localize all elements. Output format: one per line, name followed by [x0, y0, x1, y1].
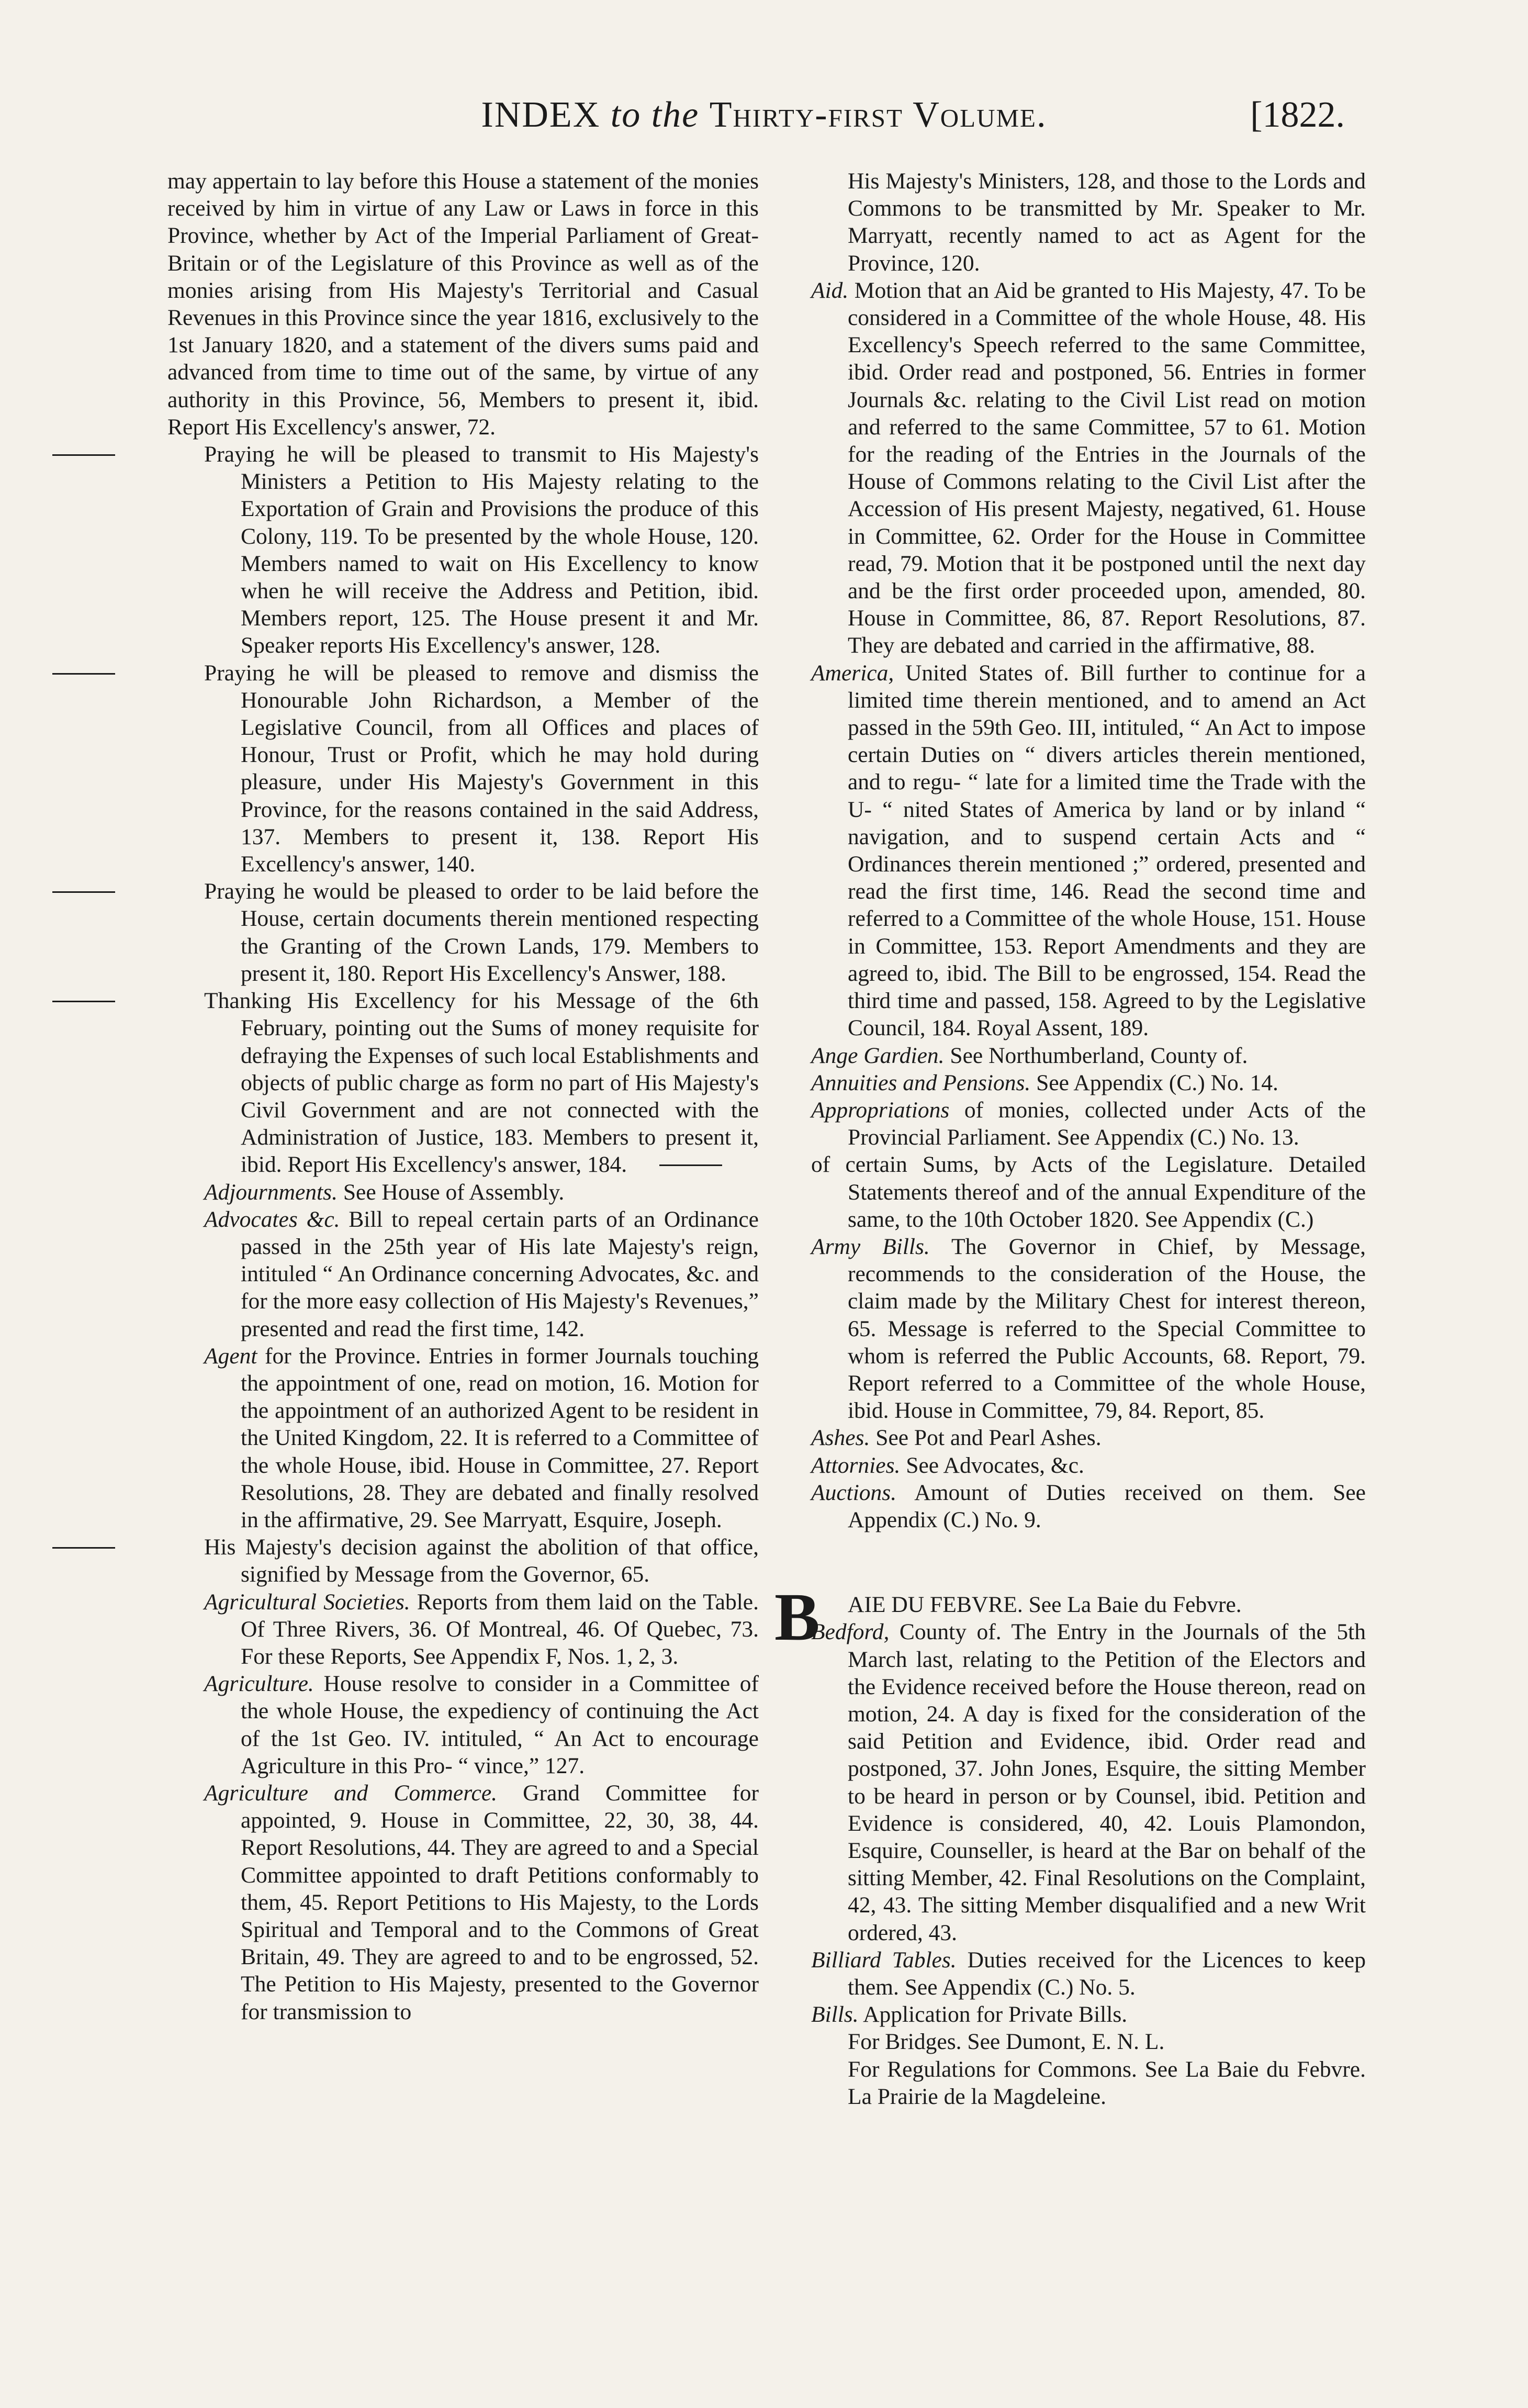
index-entry [774, 2001, 1366, 2028]
entry-heading: Appropriations [811, 1097, 950, 1123]
entry-text: Praying he would be pleased to order to be laid before the House, certain documents therein mentioned respecting the Granting of the Crown Lands, 179. Members to present it, 180. Report His Excellency's Answer, 188. [204, 879, 759, 986]
entry-text: Reports from them laid on the Table. Of Three Rivers, 36. Of Montreal, 46. Of Quebec, 73. For these Reports, See Appendix F, Nos. 1, 2, 3. [241, 1589, 759, 1669]
entry-heading: America, [811, 660, 894, 686]
right-column [774, 167, 1366, 2110]
entry-text: See Appendix (C.) No. 14. [1036, 1070, 1278, 1095]
entry-text: County of. The Entry in the Journals of the 5th March last, relating to the Petition of the Electors and the Evidence received before the House thereon, read on motion, 24. A day is fixed for the consideration of the said Petition and Evidence, ibid. Order read and postponed, 37. John Jones, Esquire, the sitting Member to be heard in person or by Counsel, ibid. Petition and Evidence is considered, 40, 42. Louis Plamondon, Esquire, Counseller, is heard at the Bar on behalf of the sitting Member, 42. Final Resolutions on the Complaint, 42, 43. The sitting Member disqualified and a new Writ ordered, 43. [848, 1619, 1366, 1945]
index-entry [167, 1342, 759, 1533]
index-subentry-dash [167, 441, 759, 659]
entry-text: Application for Private Bills. [863, 2002, 1128, 2028]
entry-text: The Governor in Chief, by Message, recommends to the consideration of the House, the claim made by the Military Chest for interest thereon, 65. Message is referred to the Special Committee to whom is referred the Public Accounts, 68. Report, 79. Report referred to a Committee of the whole House, ibid. House in Committee, 79, 84. Report, 85. [848, 1234, 1366, 1424]
entry-heading: Advocates &c. [204, 1206, 340, 1232]
index-entry [774, 1042, 1366, 1069]
title-main: INDEX [481, 95, 601, 135]
index-entry [774, 659, 1366, 1042]
entry-text: Grand Committee for appointed, 9. House in Committee, 22, 30, 38, 44. Report Resolutions, 44. They are agreed to and a Special Committee appointed to draft Petitions conformably to them, 45. Report Petitions to His Majesty, to the Lords Spiritual and Temporal and to the Commons of Great Britain, 49. They are agreed to and to be engrossed, 52. The Petition to His Majesty, presented to the Governor for transmission to [241, 1780, 759, 2024]
drop-cap-letter: B [774, 1580, 820, 1655]
entry-heading: Ange Gardien. [811, 1043, 945, 1068]
entry-heading: Attornies. [811, 1452, 901, 1478]
ditto-dash [52, 454, 115, 456]
ditto-dash [659, 1164, 722, 1166]
entry-text: Bill to repeal certain parts of an Ordinance passed in the 25th year of His late Majesty's reign, intituled “ An Ordinance concerning Advocates, &c. and for the more easy collection of His Majesty's Revenues,” presented and read the first time, 142. [241, 1206, 759, 1341]
entry-text: See Advocates, &c. [906, 1452, 1084, 1478]
index-entry [774, 1069, 1366, 1096]
index-entry [774, 1233, 1366, 1424]
index-entry [167, 1206, 759, 1342]
index-subentry-dash [167, 659, 759, 878]
section-gap [774, 1533, 1366, 1591]
entry-text: For Bridges. See Dumont, E. N. L. [848, 2029, 1165, 2055]
index-subentry [774, 2056, 1366, 2110]
entry-heading: Adjournments. [204, 1179, 338, 1205]
entry-text: Duties received for the Licences to keep them. See Appendix (C.) No. 5. [848, 1947, 1366, 2000]
index-entry [167, 1179, 759, 1206]
index-subentry-dash [167, 878, 759, 987]
entry-text: House resolve to consider in a Committee of the whole House, the expediency of continuing the Act of the 1st Geo. IV. intituled, “ An Act to encourage Agriculture in this Pro- “ vince,” 127. [241, 1671, 759, 1778]
entry-heading: Billiard Tables. [811, 1947, 957, 1973]
entry-heading: Agriculture and Commerce. [204, 1780, 498, 1806]
entry-text: For Regulations for Commons. See La Baie du Febvre. La Prairie de la Magdeleine. [848, 2056, 1366, 2109]
index-entry [774, 277, 1366, 659]
index-entry-continued [167, 167, 759, 441]
entry-text: United States of. Bill further to continue for a limited time therein mentioned, and to amend an Act passed in the 59th Geo. III, intituled, “ An Act to impose certain Duties on “ divers articles therein mentioned, and to regu- “ late for a limited time the Trade with the U- “ nited States of America by land or by inland “ navigation, and to suspend certain Acts and “ Ordinances therein mentioned ;” ordered, presented and read the first time, 146. Read the second time and referred to a Committee of the whole House, 151. House in Committee, 153. Report Amendments and they are agreed to, ibid. The Bill to be engrossed, 154. Read the third time and passed, 158. Agreed to by the Legislative Council, 184. Royal Assent, 189. [848, 660, 1366, 1041]
entry-text: His Majesty's Ministers, 128, and those to the Lords and Commons to be transmitted by Mr. Speaker to Mr. Marryatt, recently named to act as Agent for the Province, 120. [848, 169, 1366, 276]
entry-heading: Army Bills. [811, 1234, 930, 1259]
entry-text: may appertain to lay before this House a statement of the monies received by him in virtue of any Law or Laws in force in this Province, whether by Act of the Imperial Parliament of Great-Britain or of the Legislature of this Province as well as of the monies arising from His Majesty's Territorial and Casual Revenues in this Province since the year 1816, exclusively to the 1st January 1820, and a statement of the divers sums paid and advanced from time to time out of the same, by virtue of any authority in this Province, 56, Members to present it, ibid. Report His Excellency's answer, 72. [167, 169, 759, 440]
index-subentry-dash [167, 1533, 759, 1588]
entry-text: Praying he will be pleased to remove and dismiss the Honourable John Richardson, a Member of the Legislative Council, from all Offices and places of Honour, Trust or Profit, which he may hold during pleasure, under His Majesty's Government in this Province, for the reasons contained in the said Address, 137. Members to present it, 138. Report His Excellency's answer, 140. [204, 660, 759, 877]
index-entry [774, 1946, 1366, 2001]
index-entry-continued [774, 167, 1366, 277]
index-entry [774, 1618, 1366, 1946]
index-entry [167, 1670, 759, 1779]
index-entry [167, 1588, 759, 1671]
entry-heading: Aid. [811, 277, 849, 303]
ditto-dash [52, 1547, 115, 1549]
entry-heading: Agricultural Societies. [204, 1589, 410, 1615]
index-entry [774, 1479, 1366, 1533]
entry-text: for the Province. Entries in former Journals touching the appointment of one, read on motion, 16. Motion for the appointment of an authorized Agent to be resident in the United Kingdom, 22. It is referred to a Committee of the whole House, ibid. House in Committee, 27. Report Resolutions, 28. They are debated and finally resolved in the affirmative, 29. See Marryatt, Esquire, Joseph. [241, 1343, 759, 1532]
index-entry [774, 1096, 1366, 1151]
page-header [0, 94, 1528, 141]
entry-text: Motion that an Aid be granted to His Majesty, 47. To be considered in a Committee of the whole House, 48. His Excellency's Speech referred to the same Committee, ibid. Order read and postponed, 56. Entries in former Journals &c. relating to the Civil List read on motion and referred to the same Committee, 57 to 61. Motion for the reading of the Entries in the Journals of the House of Commons relating to the Civil List after the Accession of His present Majesty, negatived, 61. House in Committee, 62. Order for the House in Committee read, 79. Motion that it be postponed until the next day and be the first order proceeded upon, amended, 80. House in Committee, 86, 87. Report Resolutions, 87. They are debated and carried in the affirmative, 88. [848, 277, 1366, 658]
page-year: [1822. [1250, 95, 1345, 135]
entry-text: See House of Assembly. [343, 1179, 565, 1205]
ditto-dash [52, 891, 115, 893]
title-to-the: to the [610, 95, 700, 135]
entry-text: His Majesty's decision against the abolition of that office, signified by Message from the Governor, 65. [204, 1535, 759, 1587]
entry-text: Praying he will be pleased to transmit to His Majesty's Ministers a Petition to His Majesty relating to the Exportation of Grain and Provisions the produce of this Colony, 119. To be presented by the whole House, 120. Members named to wait on His Excellency to know when he will receive the Address and Petition, ibid. Members report, 125. The House present it and Mr. Speaker reports His Excellency's answer, 128. [204, 442, 759, 658]
index-subentry-dash [774, 1151, 1366, 1233]
index-entry [167, 1779, 759, 2025]
entry-heading: Agent [204, 1343, 257, 1369]
entry-heading: Bedford, [811, 1619, 890, 1645]
entry-text: of certain Sums, by Acts of the Legislature. Detailed Statements thereof and of the annual Expenditure of the same, to the 10th October 1820. See Appendix (C.) [811, 1152, 1366, 1232]
entry-heading: Bills. [811, 2002, 859, 2028]
entry-text: See Pot and Pearl Ashes. [875, 1425, 1102, 1451]
entry-heading: Ashes. [811, 1425, 870, 1451]
ditto-dash [52, 1001, 115, 1002]
index-subentry [774, 2028, 1366, 2055]
index-entry [774, 1452, 1366, 1479]
left-column [167, 167, 759, 2025]
index-entry [774, 1424, 1366, 1451]
entry-heading: Agriculture. [204, 1671, 314, 1697]
entry-text: of monies, collected under Acts of the Provincial Parliament. See Appendix (C.) No. 13. [848, 1097, 1366, 1150]
entry-heading: Annuities and Pensions. [811, 1070, 1031, 1095]
entry-text: See Northumberland, County of. [950, 1043, 1248, 1068]
title-rest: Thirty-first Volume. [709, 95, 1047, 135]
entry-text: Amount of Duties received on them. See Appendix (C.) No. 9. [848, 1480, 1366, 1532]
entry-text: Thanking His Excellency for his Message of the 6th February, pointing out the Sums of money requisite for defraying the Expenses of such local Establishments and objects of public charge as form no part of His Majesty's Civil Government and are not connected with the Administration of Justice, 183. Members to present it, ibid. Report His Excellency's answer, 184. [204, 988, 759, 1178]
index-subentry-dash [167, 987, 759, 1178]
entry-heading: Auctions. [811, 1480, 897, 1505]
ditto-dash [52, 673, 115, 675]
entry-text: AIE DU FEBVRE. See La Baie du Febvre. [848, 1592, 1242, 1618]
